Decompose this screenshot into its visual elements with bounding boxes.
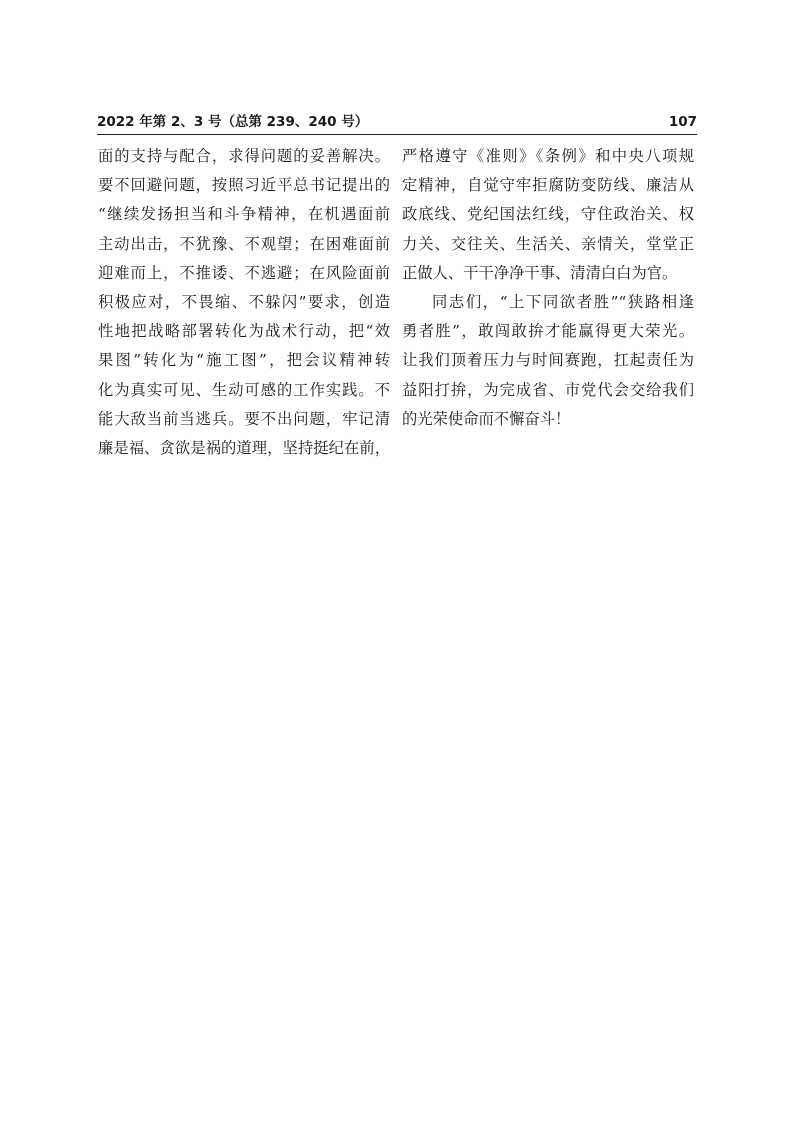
text-line: 性地把战略部署转化为战术行动，把“效 bbox=[98, 322, 390, 341]
left-column bbox=[98, 142, 390, 463]
text-line: 政底线、党纪国法红线，守住政治关、权 bbox=[402, 205, 694, 224]
text-line: 正做人、干干净净干事、清清白白为官。 bbox=[402, 263, 678, 282]
text-line: 面的支持与配合，求得问题的妥善解决。 bbox=[98, 147, 390, 165]
text-line: 能大敌当前当逃兵。要不出问题，牢记清 bbox=[98, 409, 390, 428]
text-line: 积极应对，不畏缩、不躲闪”要求，创造 bbox=[98, 292, 390, 311]
text-line: 的光荣使命而不懈奋斗！ bbox=[402, 409, 571, 428]
text-line: 化为真实可见、生动可感的工作实践。不 bbox=[98, 380, 390, 399]
text-line: “继续发扬担当和斗争精神，在机遇面前 bbox=[98, 205, 390, 224]
text-line: 定精神，自觉守牢拒腐防变防线、廉洁从 bbox=[402, 176, 694, 195]
text-line: 勇者胜”，敢闯敢拚才能赢得更大荣光。 bbox=[402, 322, 694, 341]
right-column bbox=[402, 142, 694, 434]
text-line: 让我们顶着压力与时间赛跑，扛起责任为 bbox=[402, 351, 694, 370]
running-header bbox=[97, 112, 697, 135]
text-line: 果图”转化为“施工图”，把会议精神转 bbox=[98, 351, 390, 370]
page-number: 107 bbox=[668, 114, 697, 130]
text-line: 主动出击，不犹豫、不观望；在困难面前 bbox=[98, 234, 390, 253]
text-line: 严格遵守《准则》《条例》和中央八项规 bbox=[402, 147, 694, 165]
text-line: 力关、交往关、生活关、亲情关，堂堂正 bbox=[402, 234, 694, 253]
text-line: 益阳打拚，为完成省、市党代会交给我们 bbox=[402, 380, 694, 399]
text-line: 迎难而上，不推诿、不逃避；在风险面前 bbox=[98, 263, 390, 282]
paragraph-start-line: 同志们，“上下同欲者胜”“狭路相逢 bbox=[432, 292, 694, 311]
issue-info: 2022 年第 2、3 号（总第 239、240 号） bbox=[97, 114, 369, 130]
text-line: 要不回避问题，按照习近平总书记提出的 bbox=[98, 176, 390, 195]
text-line: 廉是福、贪欲是祸的道理，坚持挺纪在前， bbox=[98, 438, 390, 457]
